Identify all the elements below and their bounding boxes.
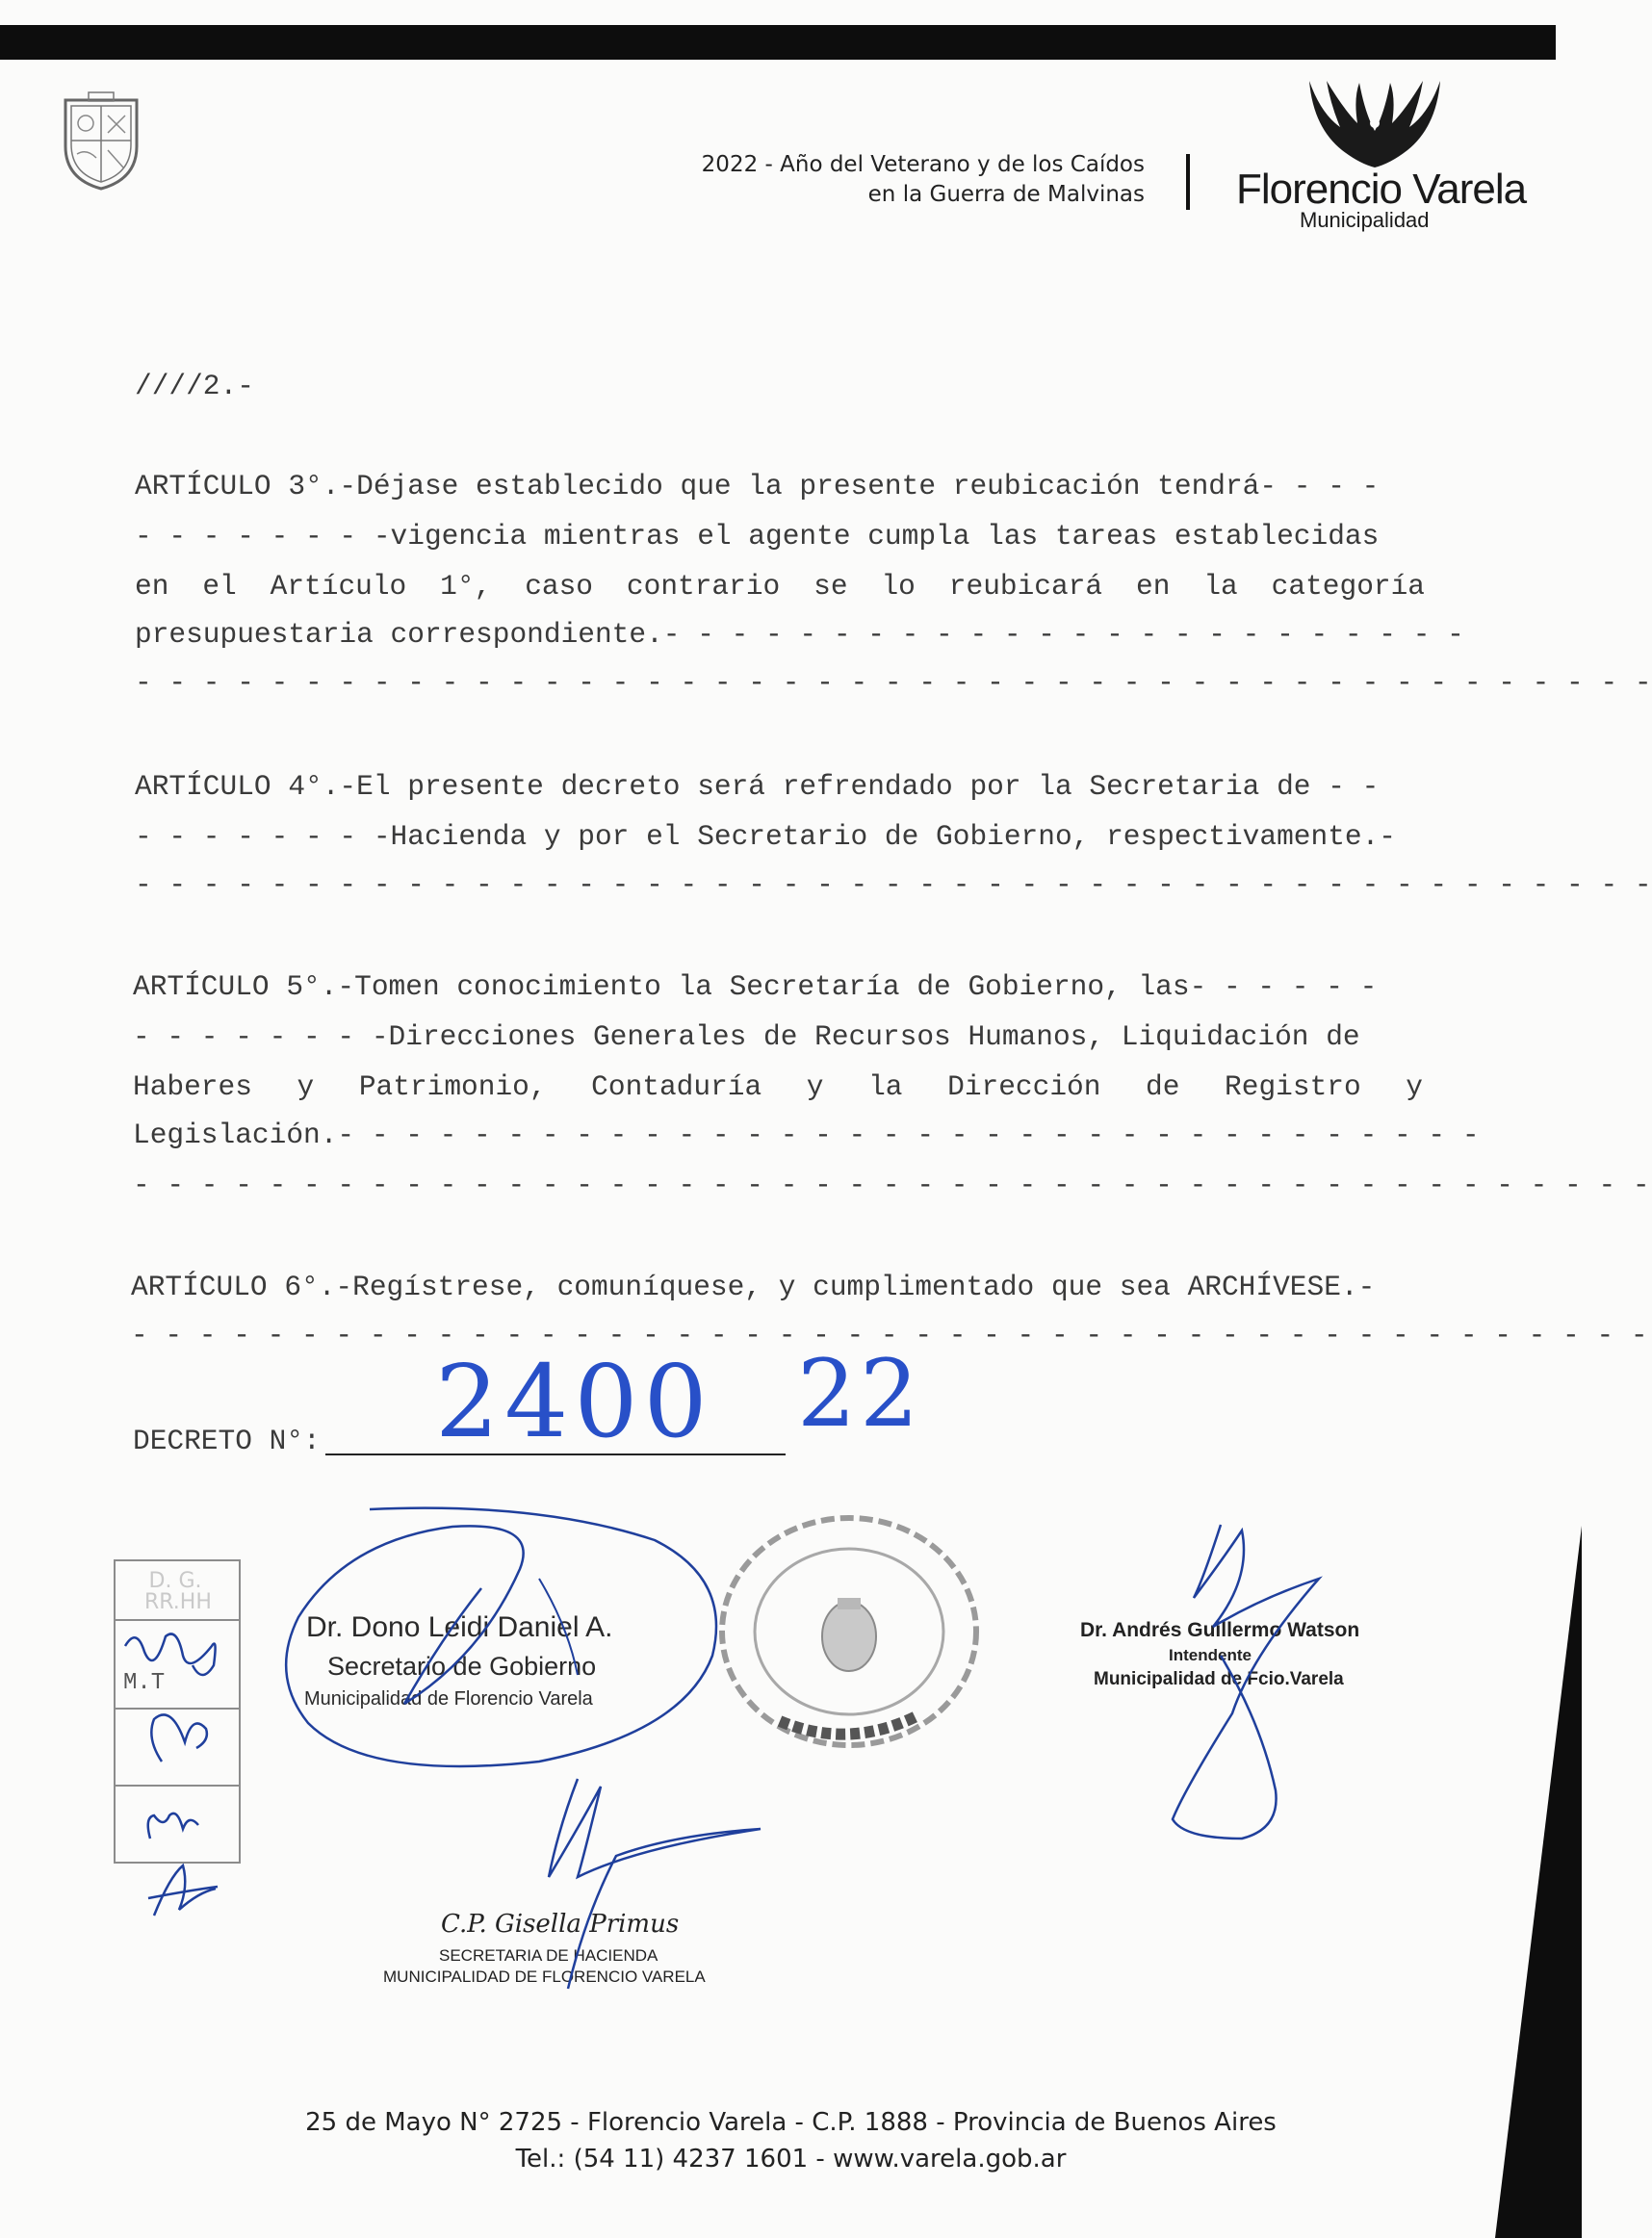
article-4-line-2: - - - - - - - -Hacienda y por el Secretario de Gobierno, respectivamente.- bbox=[135, 820, 1397, 853]
signature-hacienda-org: MUNICIPALIDAD DE FLORENCIO VARELA bbox=[383, 1968, 706, 1986]
scan-top-bar bbox=[0, 25, 1556, 60]
signature-hacienda-name: C.P. Gisella Primus bbox=[441, 1910, 680, 1939]
decree-number-stamp: 2400 bbox=[435, 1343, 713, 1460]
rrhh-stamp-mark: M.T bbox=[123, 1670, 166, 1696]
footer-address: 25 de Mayo N° 2725 - Florencio Varela - C.P. 1888 - Provincia de Buenos Aires bbox=[305, 2108, 1277, 2137]
decree-year-stamp: 22 bbox=[797, 1340, 923, 1448]
initials-cell-3 bbox=[116, 1710, 239, 1787]
rrhh-stamp-header: D. G. RR.HH bbox=[144, 1569, 212, 1614]
article-5-line-2: - - - - - - - -Direcciones Generales de Recursos Humanos, Liquidación de bbox=[133, 1020, 1360, 1053]
header-divider bbox=[1186, 154, 1190, 210]
article-5-line-4: Legislación.- - - - - - - - - - - - - - - - - - - - - - - - - - - - - - - - - - bbox=[133, 1119, 1480, 1151]
signature-hacienda-role: SECRETARIA DE HACIENDA bbox=[439, 1946, 658, 1965]
signature-intendente-role: Intendente bbox=[1169, 1646, 1252, 1664]
scan-corner-shadow bbox=[1466, 1526, 1582, 2238]
signature-gobierno-name: Dr. Dono Leidi Daniel A. bbox=[306, 1611, 613, 1643]
initials-cell-mt bbox=[116, 1621, 239, 1710]
signature-intendente-name: Dr. Andrés Guillermo Watson bbox=[1080, 1619, 1360, 1641]
motto-line-1: 2022 - Año del Veterano y de los Caídos bbox=[701, 152, 1145, 177]
footer-contact: Tel.: (54 11) 4237 1601 - www.varela.gob.ar bbox=[515, 2145, 1067, 2174]
signature-gobierno-role: Secretario de Gobierno bbox=[327, 1652, 597, 1681]
article-6-line-1: ARTÍCULO 6°.-Regístrese, comuníquese, y cumplimentado que sea ARCHÍVESE.- bbox=[131, 1271, 1376, 1303]
municipal-shield-icon bbox=[60, 90, 142, 191]
signature-intendente-org: Municipalidad de Fcio.Varela bbox=[1094, 1669, 1344, 1689]
article-3-line-4: presupuestaria correspondiente.- - - - - - - - - - - - - - - - - - - - - - - - bbox=[135, 618, 1464, 651]
brand-subtitle: Municipalidad bbox=[1300, 208, 1430, 232]
decree-number-label: DECRETO N°: bbox=[133, 1425, 321, 1457]
motto-line-2: en la Guerra de Malvinas bbox=[867, 182, 1145, 207]
article-3-line-2: - - - - - - - -vigencia mientras el agente cumpla las tareas establecidas bbox=[135, 520, 1380, 553]
decree-body bbox=[131, 356, 1652, 1357]
article-4-line-1: ARTÍCULO 4°.-El presente decreto será refrendado por la Secretaria de - - bbox=[135, 770, 1380, 803]
initials-scribble-4 bbox=[148, 1865, 218, 1916]
article-3-line-3: en el Artículo 1°, caso contrario se lo reubicará en la categoría bbox=[135, 570, 1425, 603]
florencio-varela-logo-icon bbox=[1302, 75, 1448, 171]
article-5-line-3: Haberes y Patrimonio, Contaduría y la Dirección de Registro y bbox=[133, 1070, 1423, 1103]
article-5-line-1: ARTÍCULO 5°.-Tomen conocimiento la Secretaría de Gobierno, las- - - - - - bbox=[133, 970, 1378, 1003]
article-4-line-3: - - - - - - - - - - - - - - - - - - - - - - - - - - - - - - - - - - - - - - - - - - - - - bbox=[135, 868, 1652, 901]
brand-name: Florencio Varela bbox=[1236, 166, 1527, 213]
article-3-line-5: - - - - - - - - - - - - - - - - - - - - - - - - - - - - - - - - - - - - - - - - - - - - - bbox=[135, 666, 1652, 699]
article-3-line-1: ARTÍCULO 3°.-Déjase establecido que la presente reubicación tendrá- - - - bbox=[135, 470, 1380, 502]
article-6-line-2: - - - - - - - - - - - - - - - - - - - - - - - - - - - - - - - - - - - - - - - - - - - - - bbox=[131, 1319, 1648, 1351]
municipal-seal-stamp bbox=[712, 1509, 986, 1754]
page-marker: ////2.- bbox=[135, 370, 254, 402]
year-motto bbox=[702, 150, 1145, 210]
article-5-line-5: - - - - - - - - - - - - - - - - - - - - - - - - - - - - - - - - - - - - - - - - - - - - - bbox=[133, 1169, 1650, 1201]
signature-gobierno-org: Municipalidad de Florencio Varela bbox=[304, 1688, 593, 1710]
